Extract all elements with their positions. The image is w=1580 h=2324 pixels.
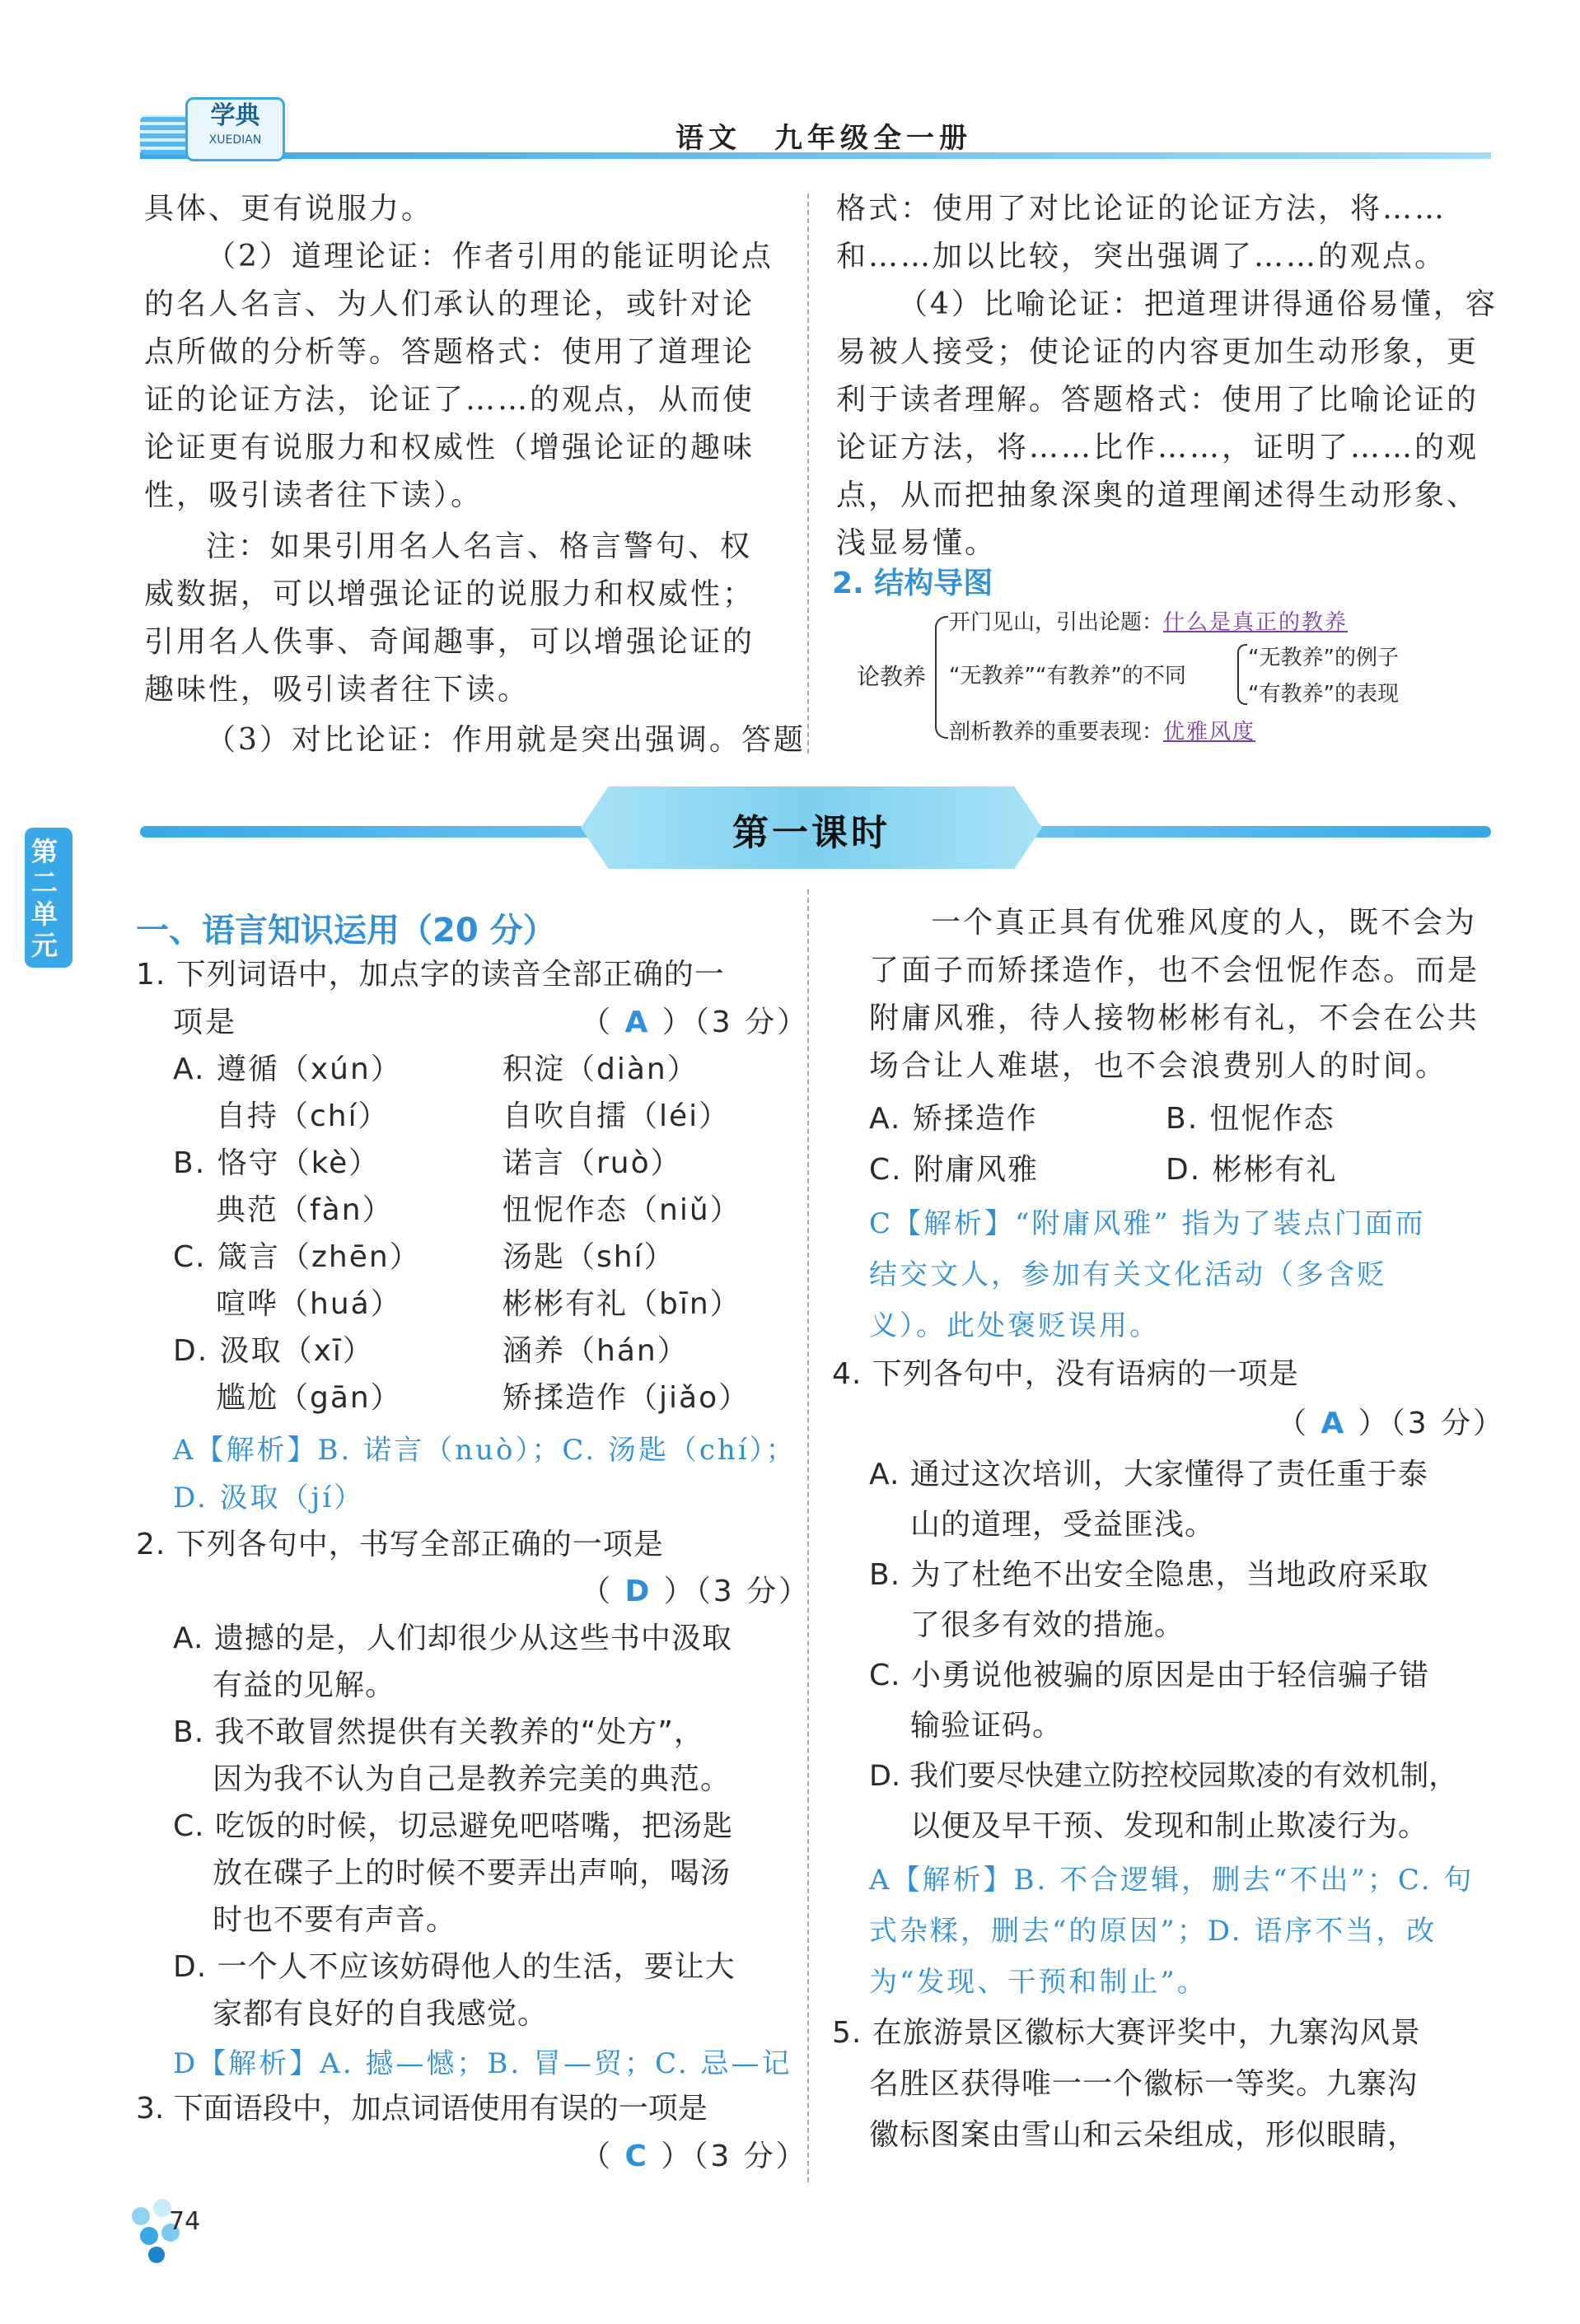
q2-line-3: 因为我不认为自己是教养完美的典范。 — [213, 1762, 732, 1796]
q1-opt-6b: 涵养（hán） — [503, 1334, 689, 1368]
structure-sub-brace — [1237, 644, 1247, 705]
section1-heading: 一、语言知识运用（20 分） — [136, 912, 556, 950]
q2-line-0: A. 遗撼的是，人们却很少从这些书中汲取 — [173, 1622, 732, 1655]
banner-title: 第一课时 — [732, 812, 891, 854]
q4-explanation-1: 式杂糅，删去“的原因”；D. 语序不当，改 — [869, 1915, 1437, 1948]
q3-passage-0: 一个真正具有优雅风度的人，既不会为 — [931, 906, 1478, 940]
q1-opt-1a: 自持（chí） — [216, 1099, 390, 1133]
left-line-9: 引用名人佚事、奇闻趣事，可以增强论证的 — [144, 625, 755, 659]
structure-root: 论教养 — [857, 663, 927, 690]
logo — [185, 97, 285, 161]
left-line-2: 的名人名言、为人们承认的理论，或针对论 — [144, 287, 755, 321]
structure-heading: 2. 结构导图 — [832, 567, 993, 600]
left-line-5: 论证更有说服力和权威性（增强论证的趣味 — [144, 431, 755, 464]
q3-passage-1: 了面子而矫揉造作，也不会忸怩作态。而是 — [869, 954, 1480, 987]
branch1-answer: 什么是真正的教养 — [1163, 610, 1349, 635]
q3-explanation-2: 义）。此处褒贬误用。 — [869, 1309, 1160, 1342]
q4-explanation-0: A【解析】B. 不合逻辑，删去“不出”；C. 句 — [869, 1864, 1475, 1897]
q1-opt-6a: D. 汲取（xī） — [173, 1334, 374, 1368]
structure-brace — [935, 616, 948, 739]
q3-passage-3: 场合让人难堪，也不会浪费别人的时间。 — [869, 1049, 1448, 1083]
q4-line-2: B. 为了杜绝不出安全隐患，当地政府采取 — [869, 1558, 1429, 1592]
structure-branch1 — [949, 605, 1348, 636]
q1-opt-3b: 忸怩作态（niǔ） — [503, 1193, 741, 1227]
q1-opt-1b: 自吹自擂（léi） — [503, 1099, 731, 1133]
left-line-8: 威数据，可以增强论证的说服力和权威性； — [144, 577, 755, 611]
q2-answer-blank: （ D ）（3 分） — [581, 1575, 811, 1608]
q1-stem1: 1. 下列词语中，加点字的读音全部正确的一 — [136, 958, 725, 992]
q2-line-1: 有益的见解。 — [213, 1668, 396, 1702]
q1-opt-2b: 诺言（ruò） — [503, 1146, 682, 1180]
q2-line-8: 家都有良好的自我感觉。 — [213, 1997, 549, 2031]
q1-opt-2a: B. 恪守（kè） — [173, 1146, 381, 1180]
book-title: 语文 九年级全一册 — [675, 122, 972, 155]
logo-sub: XUEDIAN — [208, 133, 262, 147]
q4-explanation-2: 为“发现、干预和制止”。 — [869, 1966, 1208, 1999]
q3-explanation-0: C【解析】“附庸风雅” 指为了装点门面而 — [869, 1207, 1426, 1240]
q4-score: （3 分） — [1390, 1407, 1506, 1440]
q3-answer: C — [624, 2140, 649, 2173]
left-line-3: 点所做的分析等。答题格式：使用了道理论 — [144, 335, 755, 369]
q2-answer: D — [624, 1575, 652, 1608]
q2-line-4: C. 吃饭的时候，切忌避免吧嗒嘴，把汤匙 — [173, 1809, 734, 1843]
left-line-10: 趣味性，吸引读者往下读。 — [144, 673, 531, 707]
q4-stem: 4. 下列各句中，没有语病的一项是 — [832, 1357, 1299, 1391]
left-line-4: 证的论证方法，论证了……的观点，从而使 — [144, 383, 755, 417]
q1-opt-3a: 典范（fàn） — [216, 1193, 394, 1227]
q4-line-6: D. 我们要尽快建立防控校园欺凌的有效机制， — [869, 1760, 1458, 1793]
q1-opt-0b: 积淀（diàn） — [503, 1052, 699, 1086]
right-line-5: 论证方法，将……比作……，证明了……的观 — [836, 431, 1479, 464]
q1-opt-7a: 尴尬（gān） — [216, 1381, 402, 1415]
q4-line-3: 了很多有效的措施。 — [910, 1608, 1185, 1642]
logo-text: 学典 — [210, 101, 260, 130]
q2-line-5: 放在碟子上的时候不要弄出声响，喝汤 — [213, 1856, 732, 1890]
left-line-7: 注：如果引用名人名言、格言警句、权 — [206, 530, 753, 563]
q1-answer: A — [624, 1006, 651, 1039]
q2-line-7: D. 一个人不应该妨碍他人的生活，要让大 — [173, 1950, 736, 1984]
structure-branch2: “无教养”“有教养”的不同 — [949, 664, 1186, 688]
q3-explanation-1: 结交文人，参加有关文化活动（多含贬 — [869, 1258, 1387, 1291]
left-line-1: （2）道理论证：作者引用的能证明论点 — [206, 240, 774, 273]
q2-line-2: B. 我不敢冒然提供有关教养的“处方”， — [173, 1715, 704, 1749]
q2-line-6: 时也不要有声音。 — [213, 1903, 457, 1937]
q1-explanation-2: D. 汲取（jí） — [173, 1482, 365, 1514]
q3-opt-a: A. 矫揉造作 — [869, 1102, 1038, 1136]
q3-opt-c: C. 附庸风雅 — [869, 1153, 1040, 1187]
q1-score: （3 分） — [694, 1006, 810, 1039]
q3-answer-blank: （ C ）（3 分） — [581, 2140, 808, 2173]
column-divider — [807, 194, 809, 754]
right-line-2: （4）比喻论证：把道理讲得通俗易懂，容 — [898, 287, 1498, 321]
q5-line-1: 名胜区获得唯一一个徽标一等奖。九寨沟 — [869, 2067, 1419, 2101]
q3-opt-b: B. 忸怩作态 — [1166, 1102, 1335, 1136]
branch3-answer: 优雅风度 — [1163, 720, 1256, 744]
q5-line-0: 5. 在旅游景区徽标大赛评奖中，九寨沟风景 — [832, 2016, 1421, 2050]
branch1-label: 开门见山，引出论题： — [949, 610, 1164, 635]
left-line-11: （3）对比论证：作用就是突出强调。答题 — [206, 723, 806, 757]
q3-opt-d: D. 彬彬有礼 — [1166, 1153, 1338, 1187]
q5-line-2: 徽标图案由雪山和云朵组成，形似眼睛， — [869, 2118, 1419, 2152]
q1-opt-5b: 彬彬有礼（bīn） — [503, 1287, 741, 1321]
q4-line-0: A. 通过这次培训，大家懂得了责任重于泰 — [869, 1458, 1428, 1491]
right-line-7: 浅显易懂。 — [836, 526, 998, 560]
left-line-0: 具体、更有说服力。 — [144, 192, 434, 226]
structure-branch3 — [949, 715, 1255, 745]
right-line-4: 利于读者理解。答题格式：使用了比喻论证的 — [836, 383, 1479, 417]
q1-opt-7b: 矫揉造作（jiǎo） — [503, 1381, 750, 1415]
structure-sub1: “无教养”的例子 — [1248, 646, 1399, 670]
q3-stem: 3. 下面语段中，加点词语使用有误的一项是 — [136, 2092, 708, 2126]
q1-answer-blank: （ A ）（3 分） — [581, 1006, 810, 1039]
q4-line-1: 山的道理，受益匪浅。 — [910, 1508, 1216, 1542]
right-line-1: 和……加以比较，突出强调了……的观点。 — [836, 240, 1447, 273]
left-line-6: 性，吸引读者往下读）。 — [144, 478, 484, 512]
structure-sub2: “有教养”的表现 — [1248, 682, 1399, 707]
q3-score: （3 分） — [693, 2140, 808, 2173]
right-line-0: 格式：使用了对比论证的论证方法，将…… — [836, 192, 1447, 226]
q1-opt-5a: 喧哗（huá） — [216, 1287, 402, 1321]
page-number: 74 — [169, 2207, 201, 2236]
q4-answer: A — [1321, 1407, 1347, 1440]
q2-explanation: D【解析】A. 撼—憾；B. 冒—贸；C. 忌—记 — [173, 2047, 792, 2080]
q1-opt-4b: 汤匙（shí） — [503, 1240, 675, 1274]
q4-answer-blank: （ A ）（3 分） — [1277, 1407, 1506, 1440]
q1-opt-0a: A. 遵循（xún） — [173, 1052, 402, 1086]
q2-score: （3 分） — [695, 1575, 811, 1608]
q4-line-7: 以便及早干预、发现和制止欺凌行为。 — [910, 1809, 1429, 1843]
q3-passage-2: 附庸风雅，待人接物彬彬有礼，不会在公共 — [869, 1001, 1480, 1035]
column-divider-lower — [807, 889, 809, 2182]
q4-line-4: C. 小勇说他被骗的原因是由于轻信骗子错 — [869, 1659, 1430, 1692]
right-line-6: 点，从而把抽象深奥的道理阐述得生动形象、 — [836, 478, 1479, 512]
side-tab-label: 第二单元 — [31, 836, 58, 961]
q1-opt-4a: C. 箴言（zhēn） — [173, 1240, 421, 1274]
q2-stem: 2. 下列各句中，书写全部正确的一项是 — [136, 1528, 664, 1561]
right-line-3: 易被人接受；使论证的内容更加生动形象，更 — [836, 335, 1479, 369]
q4-line-5: 输验证码。 — [910, 1709, 1063, 1743]
branch3-label: 剖析教养的重要表现： — [949, 720, 1164, 744]
q1-stem2: 项是 — [173, 1006, 238, 1039]
q1-explanation-1: A【解析】B. 诺言（nuò）；C. 汤匙（chí）； — [173, 1434, 797, 1467]
